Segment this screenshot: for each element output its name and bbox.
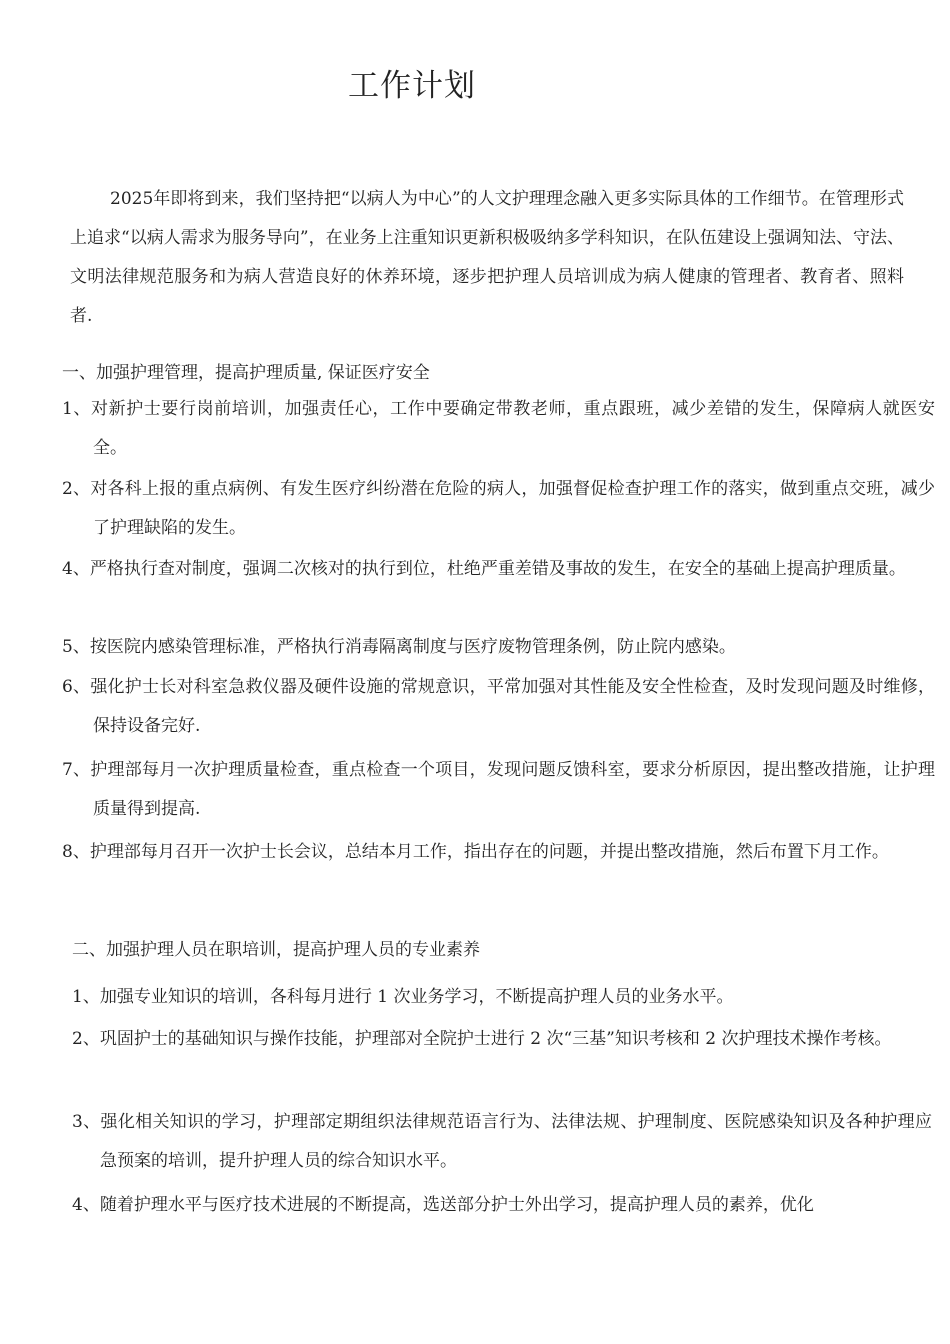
intro-paragraph: 2025年即将到来，我们坚持把“以病人为中心”的人文护理理念融入更多实际具体的工作细节。在管理形式上追求“以病人需求为服务导向”，在业务上注重知识更新积极吸纳多学科知识，在队伍建设上强调知法、守法、文明法律规范服务和为病人营造良好的休养环境，逐步把护理人员培训成为病人健康的管理者、教育者、照料者. (70, 189, 904, 326)
list-item (72, 978, 932, 1017)
list-item-number: 2、 (62, 479, 91, 499)
list-item (72, 1020, 932, 1059)
list-item-text: 护理部每月一次护理质量检查，重点检查一个项目，发现问题反馈科室，要求分析原因，提出整改措施，让护理质量得到提高. (90, 760, 935, 819)
list-item-number: 4、 (72, 1195, 100, 1215)
list-item-text: 严格执行查对制度，强调二次核对的执行到位，杜绝严重差错及事故的发生，在安全的基础上提高护理质量。 (89, 559, 906, 579)
list-item-text: 对各科上报的重点病例、有发生医疗纠纷潜在危险的病人，加强督促检查护理工作的落实，做到重点交班，减少了护理缺陷的发生。 (90, 479, 935, 538)
list-item-text: 对新护士要行岗前培训，加强责任心，工作中要确定带教老师，重点跟班，减少差错的发生，保障病人就医安全。 (91, 399, 935, 458)
list-item-number: 3、 (72, 1112, 101, 1132)
list-item-number: 4、 (62, 559, 90, 579)
list-item-number: 2、 (72, 1029, 100, 1049)
list-item-text: 护理部每月召开一次护士长会议，总结本月工作，指出存在的问题，并提出整改措施，然后布置下月工作。 (89, 842, 889, 862)
list-item (62, 628, 935, 667)
list-item-text: 随着护理水平与医疗技术进展的不断提高，选送部分护士外出学习，提高护理人员的素养，优化 (99, 1195, 814, 1215)
section-heading-2: 二、加强护理人员在职培训，提高护理人员的专业素养 (72, 940, 480, 960)
list-item-number: 6、 (62, 677, 91, 697)
list-item-number: 5、 (62, 637, 90, 657)
list-item-text: 按医院内感染管理标准，严格执行消毒隔离制度与医疗废物管理条例，防止院内感染。 (89, 637, 736, 657)
list-item-number: 7、 (62, 760, 91, 780)
list-item (62, 751, 935, 829)
list-item-text: 巩固护士的基础知识与操作技能，护理部对全院护士进行 2 次“三基”知识考核和 2 次护理技术操作考核。 (99, 1029, 892, 1049)
list-item (72, 1186, 932, 1225)
list-item (62, 668, 935, 746)
section-heading-1: 一、加强护理管理，提高护理质量, 保证医疗安全 (62, 363, 430, 383)
list-item (72, 1103, 932, 1181)
list-item-text: 加强专业知识的培训，各科每月进行 1 次业务学习，不断提高护理人员的业务水平。 (99, 987, 734, 1007)
list-item (62, 470, 935, 548)
list-item-text: 强化相关知识的学习，护理部定期组织法律规范语言行为、法律法规、护理制度、医院感染知识及各种护理应急预案的培训，提升护理人员的综合知识水平。 (100, 1112, 932, 1171)
list-item (62, 833, 935, 872)
list-item-number: 8、 (62, 842, 90, 862)
list-item-text: 强化护士长对科室急救仪器及硬件设施的常规意识，平常加强对其性能及安全性检查，及时发现问题及时维修，保持设备完好. (90, 677, 935, 736)
list-item-number: 1、 (62, 399, 92, 419)
list-item (62, 550, 935, 589)
list-item-number: 1、 (72, 987, 100, 1007)
list-item (62, 390, 935, 468)
page-title: 工作计划 (348, 68, 476, 104)
